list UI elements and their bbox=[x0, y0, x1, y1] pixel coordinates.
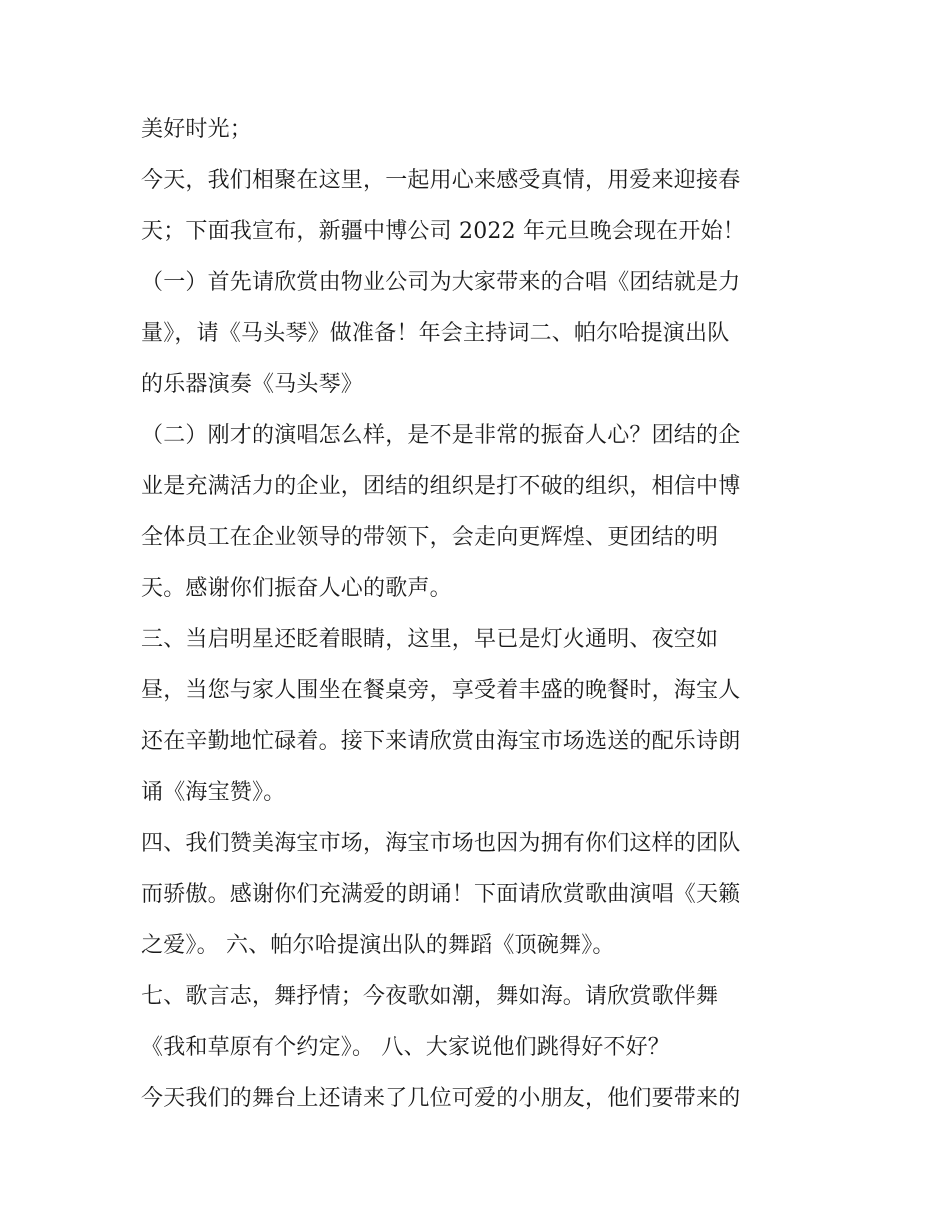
text-line: 今天，我们相聚在这里，一起用心来感受真情，用爱来迎接春 bbox=[141, 168, 741, 193]
text-line: 的乐器演奏《马头琴》 bbox=[141, 372, 364, 397]
text-line: （二）刚才的演唱怎么样，是不是非常的振奋人心？团结的企 bbox=[141, 423, 741, 448]
text-line: 业是充满活力的企业，团结的组织是打不破的组织，相信中博 bbox=[141, 474, 741, 499]
text-line: 四、我们赞美海宝市场，海宝市场也因为拥有你们这样的团队 bbox=[141, 831, 741, 856]
document-body bbox=[141, 108, 813, 1128]
text-line: 之爱》。 六、帕尔哈提演出队的舞蹈《顶碗舞》。 bbox=[141, 933, 615, 958]
text-line: 天。感谢你们振奋人心的歌声。 bbox=[141, 576, 452, 601]
text-line: 量》，请《马头琴》做准备！年会主持词二、帕尔哈提演出队 bbox=[141, 321, 730, 346]
text-line: 天；下面我宣布，新疆中博公司 2022 年元旦晚会现在开始！ bbox=[141, 219, 745, 244]
text-line: 全体员工在企业领导的带领下，会走向更辉煌、更团结的明 bbox=[141, 525, 719, 550]
text-line: 三、当启明星还眨着眼睛，这里，早已是灯火通明、夜空如 bbox=[141, 627, 719, 652]
text-line: 《我和草原有个约定》。 八、大家说他们跳得好不好？ bbox=[141, 1035, 670, 1060]
text-line: 昼，当您与家人围坐在餐桌旁，享受着丰盛的晚餐时，海宝人 bbox=[141, 678, 741, 703]
text-line: （一）首先请欣赏由物业公司为大家带来的合唱《团结就是力 bbox=[141, 270, 741, 295]
text-line: 而骄傲。感谢你们充满爱的朗诵！下面请欣赏歌曲演唱《天籁 bbox=[141, 882, 741, 907]
text-line: 七、歌言志，舞抒情；今夜歌如潮，舞如海。请欣赏歌伴舞 bbox=[141, 984, 719, 1009]
text-line: 今天我们的舞台上还请来了几位可爱的小朋友，他们要带来的 bbox=[141, 1086, 741, 1111]
text-line: 还在辛勤地忙碌着。接下来请欣赏由海宝市场选送的配乐诗朗 bbox=[141, 729, 741, 754]
text-line: 诵《海宝赞》。 bbox=[141, 780, 286, 805]
text-line: 美好时光； bbox=[141, 117, 253, 142]
